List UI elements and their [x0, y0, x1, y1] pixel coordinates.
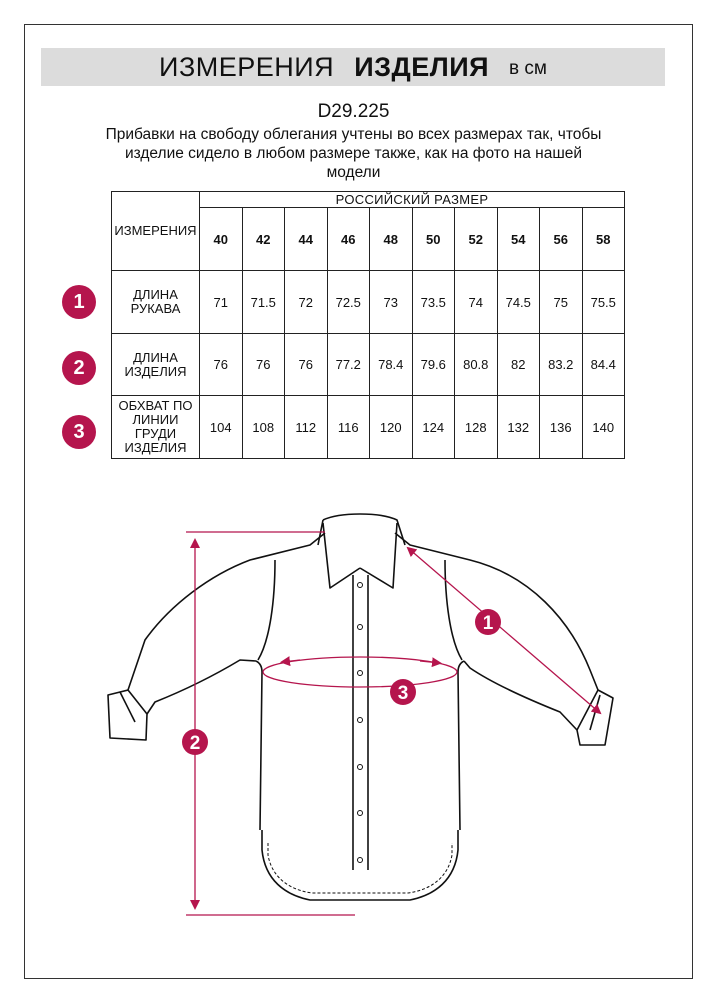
table-cell: 73.5: [412, 271, 455, 334]
table-cell: 75: [540, 271, 583, 334]
table-cell: 76: [285, 334, 328, 396]
table-cell: 76: [200, 334, 243, 396]
size-header-cell: 48: [370, 208, 413, 271]
table-cell: 120: [370, 396, 413, 459]
table-cell: 112: [285, 396, 328, 459]
size-header-cell: 52: [455, 208, 498, 271]
size-header-cell: 54: [497, 208, 540, 271]
size-header-cell: 46: [327, 208, 370, 271]
table-cell: 72.5: [327, 271, 370, 334]
table-cell: 82: [497, 334, 540, 396]
table-cell: 71: [200, 271, 243, 334]
shirt-outline: [108, 514, 613, 900]
size-header-cell: 44: [285, 208, 328, 271]
title-part1: ИЗМЕРЕНИЯ: [159, 51, 335, 82]
size-group-header: РОССИЙСКИЙ РАЗМЕР: [200, 192, 625, 208]
table-cell: 71.5: [242, 271, 285, 334]
shirt-diagram: [0, 500, 707, 930]
table-cell: 132: [497, 396, 540, 459]
measurements-header: ИЗМЕРЕНИЯ: [112, 192, 200, 271]
table-cell: 74.5: [497, 271, 540, 334]
size-header-cell: 42: [242, 208, 285, 271]
table-cell: 72: [285, 271, 328, 334]
size-header-cell: 50: [412, 208, 455, 271]
size-header-cell: 56: [540, 208, 583, 271]
table-cell: 78.4: [370, 334, 413, 396]
table-cell: 124: [412, 396, 455, 459]
measure-lines: [186, 532, 600, 915]
table-row-garment-length: [112, 334, 625, 396]
title-part2: ИЗДЕЛИЯ: [354, 51, 490, 82]
table-cell: 83.2: [540, 334, 583, 396]
title-unit: в см: [509, 58, 547, 79]
row-number-badge: 1: [62, 285, 96, 319]
row-number-badge: 2: [62, 351, 96, 385]
table-row-chest-girth: [112, 396, 625, 459]
table-cell: 73: [370, 271, 413, 334]
table-cell: 116: [327, 396, 370, 459]
marker-2-label: 2: [189, 733, 201, 754]
size-header-row: [112, 192, 625, 208]
marker-1-label: 1: [482, 613, 494, 634]
table-cell: 74: [455, 271, 498, 334]
product-code: D29.225: [317, 101, 390, 122]
table-cell: 104: [200, 396, 243, 459]
row-label: ДЛИНА РУКАВА: [112, 271, 200, 334]
size-header-cell: 40: [200, 208, 243, 271]
size-header-cell: 58: [582, 208, 625, 271]
marker-3-label: 3: [397, 683, 409, 704]
table-cell: 136: [540, 396, 583, 459]
table-row-sleeve-length: [112, 271, 625, 334]
table-cell: 128: [455, 396, 498, 459]
row-number-badge: 3: [62, 415, 96, 449]
table-cell: 79.6: [412, 334, 455, 396]
table-cell: 77.2: [327, 334, 370, 396]
row-label: ОБХВАТ ПО ЛИНИИ ГРУДИ ИЗДЕЛИЯ: [112, 396, 200, 459]
measure-markers: [182, 609, 501, 755]
table-cell: 84.4: [582, 334, 625, 396]
table-cell: 140: [582, 396, 625, 459]
size-table: [111, 191, 625, 459]
table-cell: 108: [242, 396, 285, 459]
title-banner: [41, 48, 665, 86]
shirt-buttons: [358, 583, 363, 863]
table-cell: 76: [242, 334, 285, 396]
row-label: ДЛИНА ИЗДЕЛИЯ: [112, 334, 200, 396]
fit-note: Прибавки на свободу облегания учтены во всех размерах так, чтобы изделие сидело в любом размере также, как на фото на нашей модели: [105, 126, 602, 181]
table-cell: 80.8: [455, 334, 498, 396]
table-cell: 75.5: [582, 271, 625, 334]
